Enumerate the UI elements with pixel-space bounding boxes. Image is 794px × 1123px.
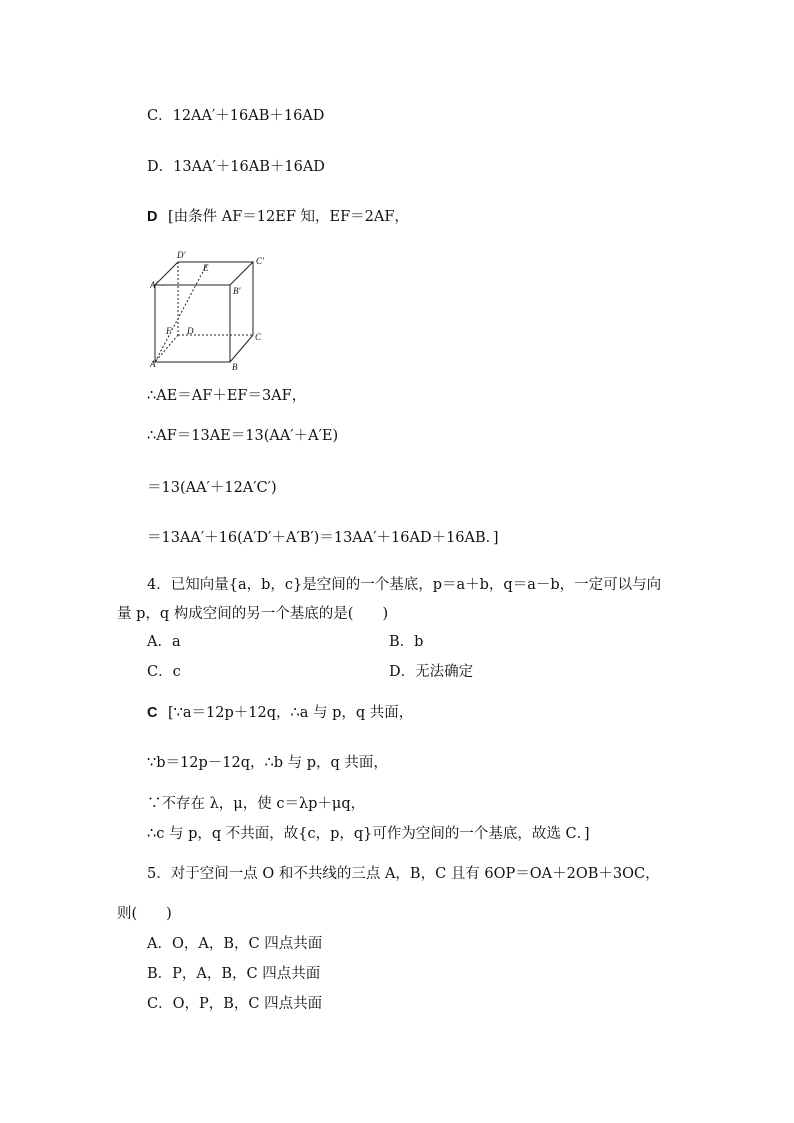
question-5-line2: 则( ) — [117, 906, 172, 922]
question-5-line1: 5．对于空间一点 O 和不共线的三点 A，B，C 且有 6OP＝OA＋2OB＋3OC， — [147, 866, 660, 882]
option-c-q4: C．c — [147, 664, 181, 680]
option-b-q4: B．b — [389, 634, 424, 650]
option-c-q3: C．12AA′＋16AB＋16AD — [147, 108, 325, 124]
edge-ad — [155, 335, 178, 362]
question-4-line2: 量 p，q 构成空间的另一个基底的是( ) — [117, 606, 389, 622]
solution-q4-line2: ∵b＝12p－12q，∴b 与 p，q 共面， — [147, 755, 388, 771]
solution-q3-line2: ∴AE＝AF＋EF＝3AF， — [147, 388, 307, 404]
label-b: B — [232, 362, 238, 372]
solution-q3-line4: ＝13(AA′＋12A′C′) — [147, 480, 277, 496]
label-b-prime: B′ — [233, 286, 241, 296]
option-a-q4: A．a — [147, 634, 181, 650]
segment-ae — [155, 264, 207, 362]
option-a-q5: A．O，A，B，C 四点共面 — [147, 936, 323, 952]
solution-q4-line1: [∵a＝12p＋12q，∴a 与 p，q 共面， — [168, 705, 414, 721]
solution-q4-line3: ∵不存在 λ，μ，使 c＝λp＋μq， — [147, 796, 366, 812]
label-c-prime: C′ — [256, 256, 264, 266]
question-4-line1: 4．已知向量{a，b，c}是空间的一个基底，p＝a＋b，q＝a－b，一定可以与向 — [147, 577, 662, 593]
solution-q3-line3: ∴AF＝13AE＝13(AA′＋A′E) — [147, 428, 339, 444]
option-d-q3: D．13AA′＋16AB＋16AD — [147, 159, 325, 175]
cube-figure — [150, 250, 270, 372]
solution-q3-line1: [由条件 AF＝12EF 知，EF＝2AF， — [168, 209, 409, 225]
label-a: A — [150, 359, 156, 369]
option-b-q5: B．P，A，B，C 四点共面 — [147, 966, 321, 982]
option-d-q4: D．无法确定 — [389, 664, 474, 680]
label-e: E — [203, 263, 209, 273]
answer-q4: C — [147, 705, 158, 721]
label-d-prime: D′ — [177, 250, 186, 260]
front-face — [155, 285, 230, 362]
label-d: D — [187, 326, 194, 336]
edge-bc — [230, 335, 253, 362]
answer-q3: D — [147, 209, 158, 225]
solution-q4-line4: ∴c 与 p，q 不共面，故{c，p，q}可作为空间的一个基底，故选 C．] — [147, 826, 590, 842]
label-c: C — [255, 332, 262, 342]
solution-q3-line5: ＝13AA′＋16(A′D′＋A′B′)＝13AA′＋16AD＋16AB．] — [147, 530, 499, 546]
option-c-q5: C．O，P，B，C 四点共面 — [147, 996, 323, 1012]
label-f: F — [166, 326, 172, 336]
label-a-prime: A′ — [150, 280, 158, 290]
